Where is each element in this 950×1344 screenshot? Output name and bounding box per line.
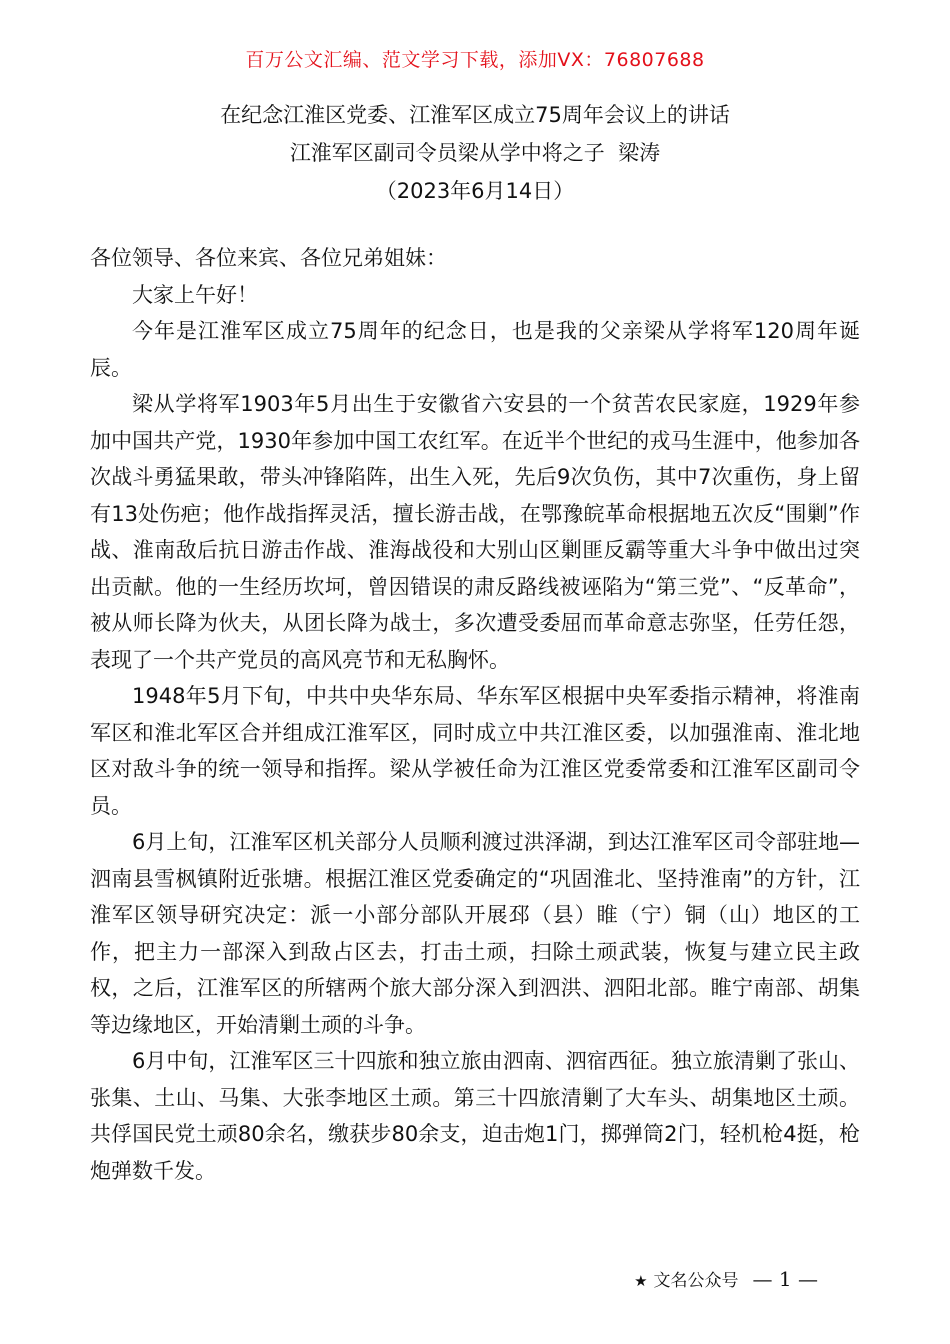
paragraph-biography: 梁从学将军1903年5月出生于安徽省六安县的一个贫苦农民家庭，1929年参加中国共产党，1930年参加中国工农红军。在近半个世纪的戎马生涯中，他参加各次战斗勇猛果敢，带头冲锋陷阵，出生入死，先后9次负伤，其中7次重伤，身上留有13处伤疤；他作战指挥灵活，擅长游击战，在鄂豫皖革命根据地五次反“围剿”作战、淮南敌后抗日游击作战、淮海战役和大别山区剿匪反霸等重大斗争中做出过突出贡献。他的一生经历坎坷，曾因错误的肃反路线被诬陷为“第三党”、“反革命”，被从师长降为伙夫，从团长降为战士，多次遭受委屈而革命意志弥坚，任劳任怨，表现了一个共产党员的高风亮节和无私胸怀。 <box>90 392 860 672</box>
watermark-banner: 百万公文汇编、范文学习下载，添加VX：76807688 <box>245 49 705 71</box>
page-number: — 1 — <box>752 1267 818 1291</box>
speech-date: （2023年6月14日） <box>375 179 575 203</box>
paragraph-june-early: 6月上旬，江淮军区机关部分人员顺利渡过洪泽湖，到达江淮军区司令部驻地—泗南县雪枫镇附近张塘。根据江淮区党委确定的“巩固淮北、坚持淮南”的方针，江淮军区领导研究决定：派一小部分部队开展邳（县）睢（宁）铜（山）地区的工作，把主力一部深入到敌占区去，打击土顽，扫除土顽武装，恢复与建立民主政权，之后，江淮军区的所辖两个旅大部分深入到泗洪、泗阳北部。睢宁南部、胡集等边缘地区，开始清剿土顽的斗争。 <box>90 830 860 1037</box>
speech-title: 在纪念江淮区党委、江淮军区成立75周年会议上的讲话 <box>220 103 730 127</box>
paragraph-greeting: 大家上午好！ <box>132 282 258 307</box>
paragraph-anniversary: 今年是江淮军区成立75周年的纪念日，也是我的父亲梁从学将军120周年诞辰。 <box>90 319 860 380</box>
speaker-line: 江淮军区副司令员梁从学中将之子 梁涛 <box>289 141 661 165</box>
salutation: 各位领导、各位来宾、各位兄弟姐妹： <box>90 246 447 270</box>
paragraph-1948-may: 1948年5月下旬，中共中央华东局、华东军区根据中央军委指示精神，将淮南军区和淮北军区合并组成江淮军区，同时成立中共江淮区委，以加强淮南、淮北地区对敌斗争的统一领导和指挥。梁从学被任命为江淮区党委常委和江淮军区副司令员。 <box>90 684 860 818</box>
page-footer <box>634 1264 818 1296</box>
paragraph-june-mid: 6月中旬，江淮军区三十四旅和独立旅由泗南、泗宿西征。独立旅清剿了张山、张集、土山、马集、大张李地区土顽。第三十四旅清剿了大车头、胡集地区土顽。共俘国民党土顽80余名，缴获步80余支，迫击炮1门，掷弹筒2门，轻机枪4挺，枪炮弹数千发。 <box>90 1049 860 1183</box>
speech-body <box>90 240 860 1189</box>
title-block <box>0 96 950 210</box>
star-icon: ★ <box>634 1272 648 1290</box>
footer-account: 文名公众号 <box>653 1271 739 1291</box>
